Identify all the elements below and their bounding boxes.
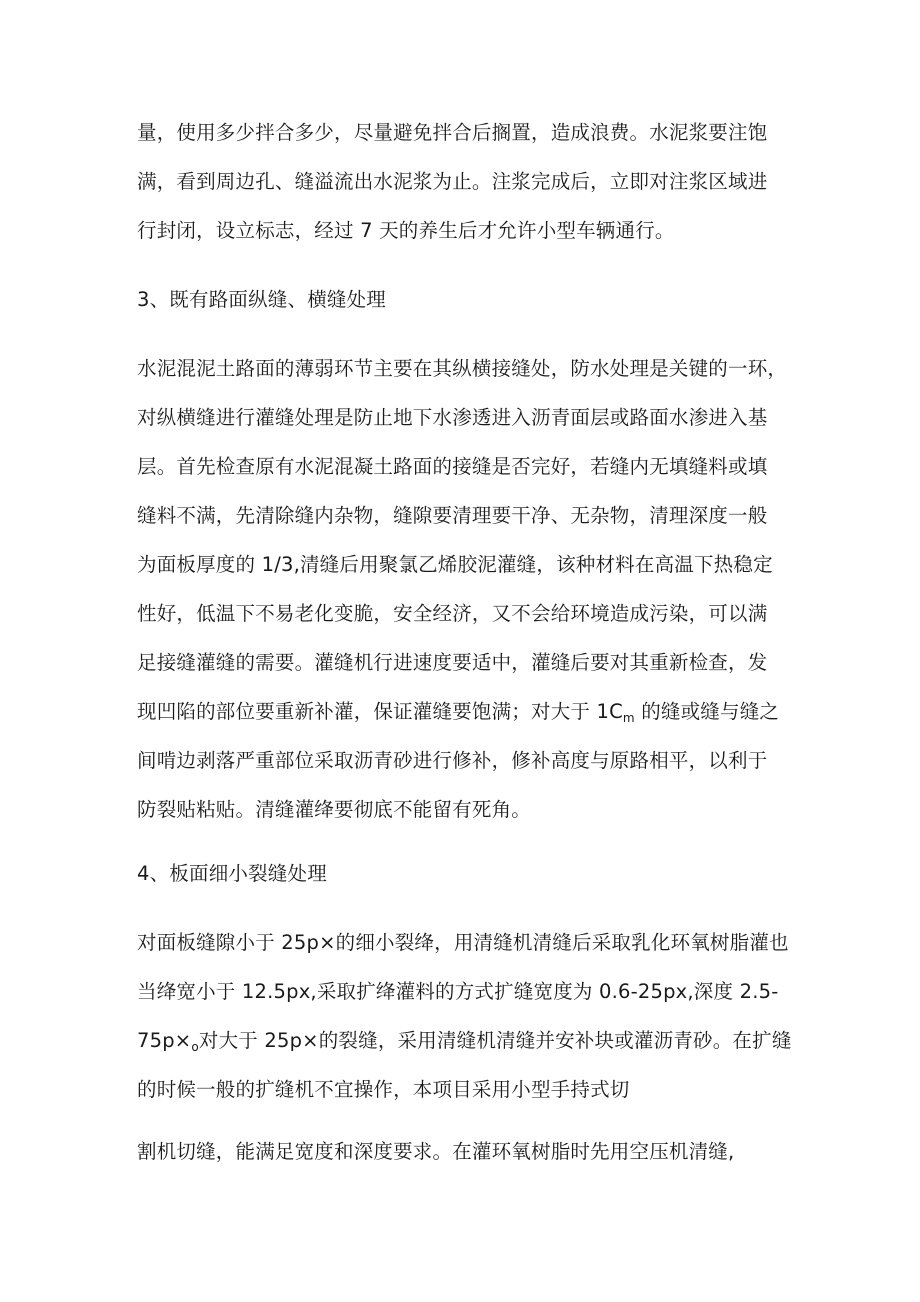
- text-line: 行封闭，设立标志，经过 7 天的养生后才允许小型车辆通行。: [137, 219, 675, 242]
- text-line: 为面板厚度的 1/3,清缝后用聚氯乙烯胶泥灌缝，该种材料在高温下热稳定: [137, 553, 773, 576]
- text-line: 足接缝灌缝的需要。灌缝机行进速度要适中，灌缝后要对其重新检查，发: [137, 651, 768, 674]
- text-line: 对面板缝隙小于 25p×的细小裂绛，用清缝机清缝后采取乳化环氧树脂灌也: [137, 931, 789, 954]
- section-heading: 4、板面细小裂缝处理: [137, 862, 327, 885]
- text-line: 割机切缝，能满足宽度和深度要求。在灌环氧树脂时先用空压机清缝,: [137, 1140, 735, 1163]
- text-line: 性好，低温下不易老化变脆，安全经济，又不会给环境造成污染，可以满: [137, 602, 768, 625]
- text-line: 防裂贴粘贴。清缝灌绛要彻底不能留有死角。: [137, 798, 532, 821]
- text-line: 缝料不满，先清除缝内杂物，缝隙要清理要干净、无杂物，清理深度一般: [137, 504, 768, 527]
- text-line: 量，使用多少拌合多少，尽量避免拌合后搁置，造成浪费。水泥浆要注饱: [137, 121, 768, 144]
- text-line: 当绛宽小于 12.5px,采取扩绛灌料的方式扩缝宽度为 0.6-25px,深度 2.5-: [137, 980, 779, 1003]
- text-run: 75p×: [137, 1029, 192, 1052]
- text-line: 的时候一般的扩缝机不宜操作，本项目采用小型手持式切: [137, 1078, 630, 1101]
- text-line: 满，看到周边孔、缝溢流出水泥浆为止。注浆完成后，立即对注浆区域进: [137, 170, 768, 193]
- text-run: 现凹陷的部位要重新补灌，保证灌缝要饱满；对大于 1C: [137, 700, 623, 723]
- text-run: 的缝或缝与缝之: [634, 700, 780, 723]
- section-heading: 3、既有路面纵缝、横缝处理: [137, 288, 387, 311]
- text-line: 水泥混泥土路面的薄弱环节主要在其纵横接缝处，防水处理是关键的一环，: [137, 357, 788, 380]
- text-line: 层。首先检查原有水泥混凝土路面的接缝是否完好，若缝内无填缝料或填: [137, 455, 768, 478]
- subscript: m: [622, 711, 635, 725]
- subscript: o: [191, 1040, 199, 1054]
- text-line: 对纵横缝进行灌缝处理是防止地下水渗透进入沥青面层或路面水渗进入基: [137, 406, 768, 429]
- text-run: 对大于 25p×的裂缝，采用清缝机清缝并安补块或灌沥青砂。在扩缝: [198, 1029, 792, 1052]
- text-line: [137, 698, 779, 732]
- text-line: [137, 1027, 792, 1061]
- text-line: 间啃边剥落严重部位采取沥青砂进行修补，修补高度与原路相平，以利于: [137, 749, 768, 772]
